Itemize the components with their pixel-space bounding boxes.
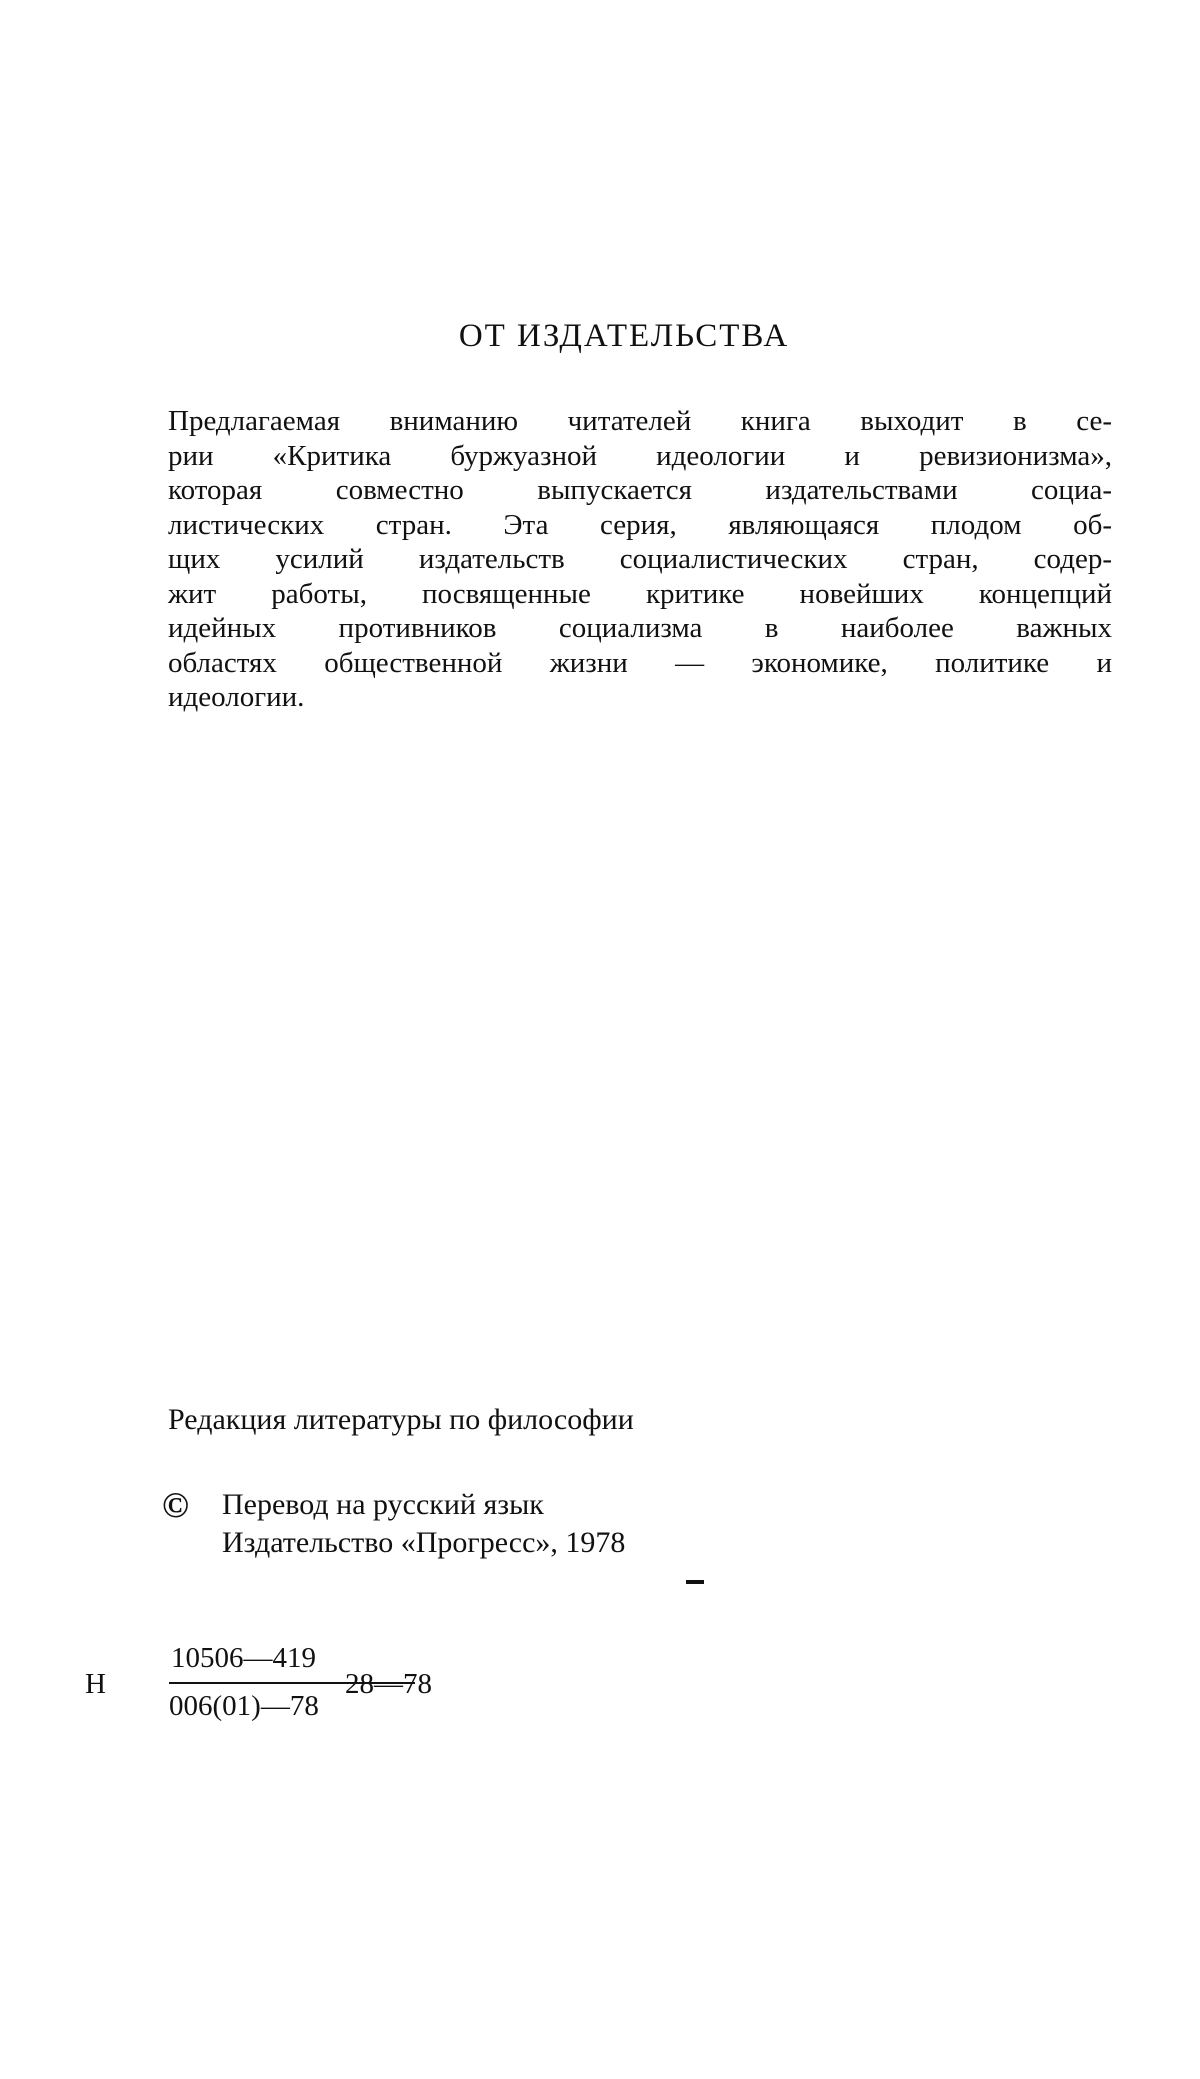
- paragraph-line: идеологии.: [168, 681, 305, 713]
- code-denominator: 006(01)—78: [169, 1690, 319, 1722]
- code-prefix: Н: [85, 1668, 106, 1700]
- code-numerator: 10506—419: [171, 1642, 316, 1674]
- paragraph-line: рии «Критика буржуазной идеологии и ревизионизма»,: [168, 439, 1112, 472]
- paragraph-line: щих усилий издательств социалистических стран, содер-: [168, 543, 1112, 575]
- paragraph-line: идейных противников социализма в наиболее важных: [168, 612, 1112, 644]
- paragraph-line: жит работы, посвященные критике новейших концепций: [168, 577, 1112, 610]
- code-suffix: 28—78: [345, 1668, 432, 1700]
- copyright-line-translation: Перевод на русский язык: [222, 1488, 544, 1521]
- paragraph-line: Предлагаемая вниманию читателей книга выходит в се-: [168, 405, 1112, 437]
- print-mark: [686, 1580, 704, 1584]
- copyright-icon: ©: [162, 1485, 189, 1525]
- copyright-block: [162, 1486, 625, 1562]
- paragraph-line: областях общественной жизни — экономике, политике и: [168, 646, 1112, 679]
- publisher-note-paragraph: [168, 404, 1112, 715]
- paragraph-line: листических стран. Эта серия, являющаяся плодом об-: [168, 508, 1112, 541]
- editorial-department: Редакция литературы по философии: [168, 1403, 634, 1436]
- paragraph-line: которая совместно выпускается издательствами социа-: [168, 474, 1112, 506]
- copyright-line-publisher: Издательство «Прогресс», 1978: [222, 1526, 626, 1559]
- page-heading: ОТ ИЗДАТЕЛЬСТВА: [458, 318, 790, 354]
